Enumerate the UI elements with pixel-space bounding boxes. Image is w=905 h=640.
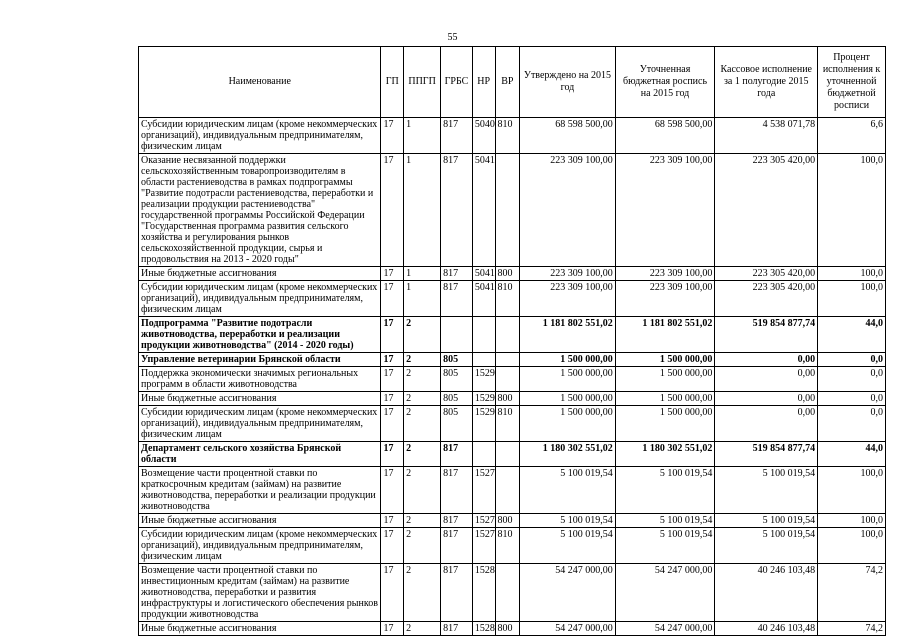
cell-grbs: 805 — [441, 406, 473, 442]
cell-ppgp: 2 — [404, 622, 441, 636]
cell-refined: 223 309 100,00 — [615, 281, 715, 317]
cell-name: Иные бюджетные ассигнования — [139, 622, 381, 636]
cell-approved: 1 500 000,00 — [520, 392, 616, 406]
cell-np — [472, 353, 495, 367]
cell-approved: 223 309 100,00 — [520, 154, 616, 267]
cell-grbs: 817 — [441, 467, 473, 514]
table-row — [139, 564, 886, 622]
cell-refined: 223 309 100,00 — [615, 154, 715, 267]
cell-refined: 68 598 500,00 — [615, 118, 715, 154]
cell-approved: 5 100 019,54 — [520, 467, 616, 514]
cell-np: 1527 — [472, 514, 495, 528]
cell-cash: 4 538 071,78 — [715, 118, 818, 154]
cell-gp: 17 — [381, 118, 404, 154]
cell-approved: 68 598 500,00 — [520, 118, 616, 154]
cell-grbs — [441, 317, 473, 353]
cell-refined: 1 181 802 551,02 — [615, 317, 715, 353]
table-row — [139, 353, 886, 367]
cell-gp: 17 — [381, 514, 404, 528]
cell-name: Иные бюджетные ассигнования — [139, 514, 381, 528]
cell-gp: 17 — [381, 317, 404, 353]
cell-approved: 54 247 000,00 — [520, 622, 616, 636]
cell-percent: 74,2 — [818, 622, 886, 636]
cell-gp: 17 — [381, 367, 404, 392]
cell-np: 5041 — [472, 281, 495, 317]
cell-refined: 223 309 100,00 — [615, 267, 715, 281]
header-grbs: ГРБС — [441, 47, 473, 118]
cell-np: 1528 — [472, 564, 495, 622]
table-row — [139, 367, 886, 392]
cell-vr — [495, 353, 520, 367]
cell-ppgp: 2 — [404, 528, 441, 564]
cell-name: Подпрограмма "Развитие подотрасли животноводства, переработки и реализации продукции животноводства" (2014 - 2020 годы) — [139, 317, 381, 353]
cell-percent: 44,0 — [818, 442, 886, 467]
cell-grbs: 817 — [441, 118, 473, 154]
cell-gp: 17 — [381, 564, 404, 622]
cell-name: Иные бюджетные ассигнования — [139, 392, 381, 406]
cell-refined: 5 100 019,54 — [615, 467, 715, 514]
cell-vr: 800 — [495, 392, 520, 406]
cell-ppgp: 1 — [404, 154, 441, 267]
header-np: НР — [472, 47, 495, 118]
table-row — [139, 406, 886, 442]
cell-grbs: 805 — [441, 353, 473, 367]
cell-grbs: 817 — [441, 442, 473, 467]
cell-vr — [495, 467, 520, 514]
cell-gp: 17 — [381, 442, 404, 467]
cell-ppgp: 2 — [404, 317, 441, 353]
table-row — [139, 267, 886, 281]
cell-vr: 800 — [495, 267, 520, 281]
table-row — [139, 281, 886, 317]
cell-refined: 5 100 019,54 — [615, 528, 715, 564]
cell-vr — [495, 564, 520, 622]
cell-np — [472, 442, 495, 467]
table-row — [139, 622, 886, 636]
cell-vr: 800 — [495, 514, 520, 528]
cell-cash: 40 246 103,48 — [715, 622, 818, 636]
cell-gp: 17 — [381, 622, 404, 636]
cell-gp: 17 — [381, 467, 404, 514]
cell-gp: 17 — [381, 353, 404, 367]
cell-np: 5041 — [472, 154, 495, 267]
cell-vr: 810 — [495, 528, 520, 564]
cell-cash: 223 305 420,00 — [715, 154, 818, 267]
cell-cash: 0,00 — [715, 367, 818, 392]
cell-cash: 5 100 019,54 — [715, 467, 818, 514]
cell-grbs: 817 — [441, 154, 473, 267]
cell-vr — [495, 442, 520, 467]
cell-percent: 0,0 — [818, 392, 886, 406]
cell-ppgp: 1 — [404, 118, 441, 154]
cell-ppgp: 2 — [404, 406, 441, 442]
cell-percent: 100,0 — [818, 514, 886, 528]
cell-approved: 1 500 000,00 — [520, 367, 616, 392]
table-row — [139, 528, 886, 564]
cell-ppgp: 1 — [404, 267, 441, 281]
cell-name: Возмещение части процентной ставки по инвестиционным кредитам (займам) на развитие животноводства, переработки и развития инфраструктуры и логистического обеспечения рынков продукции животноводства — [139, 564, 381, 622]
cell-ppgp: 2 — [404, 564, 441, 622]
cell-percent: 100,0 — [818, 467, 886, 514]
cell-name: Субсидии юридическим лицам (кроме некоммерческих организаций), индивидуальным предпринимателям, физическим лицам — [139, 528, 381, 564]
cell-percent: 0,0 — [818, 406, 886, 442]
cell-refined: 1 500 000,00 — [615, 406, 715, 442]
cell-np — [472, 317, 495, 353]
table-header-row — [139, 47, 886, 118]
cell-name: Субсидии юридическим лицам (кроме некоммерческих организаций), индивидуальным предпринимателям, физическим лицам — [139, 118, 381, 154]
cell-name: Субсидии юридическим лицам (кроме некоммерческих организаций), индивидуальным предпринимателям, физическим лицам — [139, 406, 381, 442]
cell-cash: 5 100 019,54 — [715, 514, 818, 528]
cell-gp: 17 — [381, 406, 404, 442]
cell-approved: 54 247 000,00 — [520, 564, 616, 622]
cell-cash: 0,00 — [715, 406, 818, 442]
table-row — [139, 442, 886, 467]
cell-grbs: 817 — [441, 564, 473, 622]
cell-refined: 54 247 000,00 — [615, 622, 715, 636]
cell-grbs: 817 — [441, 281, 473, 317]
cell-ppgp: 2 — [404, 392, 441, 406]
cell-np: 1527 — [472, 528, 495, 564]
cell-np: 1528 — [472, 622, 495, 636]
cell-percent: 100,0 — [818, 154, 886, 267]
header-approved: Утверждено на 2015 год — [520, 47, 616, 118]
cell-np: 1527 — [472, 467, 495, 514]
cell-percent: 100,0 — [818, 281, 886, 317]
cell-ppgp: 2 — [404, 353, 441, 367]
cell-np: 1529 — [472, 392, 495, 406]
cell-grbs: 817 — [441, 622, 473, 636]
cell-grbs: 805 — [441, 392, 473, 406]
cell-approved: 223 309 100,00 — [520, 267, 616, 281]
table-row — [139, 467, 886, 514]
cell-refined: 5 100 019,54 — [615, 514, 715, 528]
table-row — [139, 118, 886, 154]
cell-name: Департамент сельского хозяйства Брянской области — [139, 442, 381, 467]
cell-cash: 223 305 420,00 — [715, 267, 818, 281]
cell-refined: 1 500 000,00 — [615, 353, 715, 367]
cell-vr: 810 — [495, 281, 520, 317]
cell-vr: 810 — [495, 118, 520, 154]
cell-refined: 1 500 000,00 — [615, 392, 715, 406]
header-refined: Уточненная бюджетная роспись на 2015 год — [615, 47, 715, 118]
cell-cash: 223 305 420,00 — [715, 281, 818, 317]
cell-name: Управление ветеринарии Брянской области — [139, 353, 381, 367]
cell-grbs: 817 — [441, 528, 473, 564]
table-row — [139, 514, 886, 528]
cell-percent: 44,0 — [818, 317, 886, 353]
cell-ppgp: 1 — [404, 281, 441, 317]
cell-ppgp: 2 — [404, 442, 441, 467]
header-percent: Процент исполнения к уточненной бюджетной росписи — [818, 47, 886, 118]
cell-name: Иные бюджетные ассигнования — [139, 267, 381, 281]
cell-name: Поддержка экономически значимых региональных программ в области животноводства — [139, 367, 381, 392]
cell-percent: 0,0 — [818, 367, 886, 392]
cell-refined: 1 180 302 551,02 — [615, 442, 715, 467]
cell-approved: 5 100 019,54 — [520, 528, 616, 564]
cell-ppgp: 2 — [404, 514, 441, 528]
header-name: Наименование — [139, 47, 381, 118]
cell-approved: 1 181 802 551,02 — [520, 317, 616, 353]
cell-percent: 74,2 — [818, 564, 886, 622]
cell-refined: 1 500 000,00 — [615, 367, 715, 392]
cell-cash: 519 854 877,74 — [715, 317, 818, 353]
cell-cash: 519 854 877,74 — [715, 442, 818, 467]
cell-name: Оказание несвязанной поддержки сельскохозяйственным товаропроизводителям в области растениеводства в рамках подпрограммы "Развитие подотрасли растениеводства, переработки и реализации продукции растениеводства" государственной программы Российской Федерации "Государственная программа развития сельского хозяйства и регулирования рынков сельскохозяйственной продукции, сырья и продовольствия на 2013 - 2020 годы" — [139, 154, 381, 267]
header-gp: ГП — [381, 47, 404, 118]
cell-grbs: 817 — [441, 514, 473, 528]
table-row — [139, 392, 886, 406]
cell-percent: 100,0 — [818, 267, 886, 281]
cell-np: 5040 — [472, 118, 495, 154]
cell-gp: 17 — [381, 154, 404, 267]
cell-gp: 17 — [381, 267, 404, 281]
cell-vr — [495, 154, 520, 267]
cell-np: 5041 — [472, 267, 495, 281]
cell-np: 1529 — [472, 367, 495, 392]
cell-percent: 6,6 — [818, 118, 886, 154]
header-ppgp: ППГП — [404, 47, 441, 118]
table-row — [139, 317, 886, 353]
cell-grbs: 805 — [441, 367, 473, 392]
cell-refined: 54 247 000,00 — [615, 564, 715, 622]
page-number: 55 — [447, 32, 458, 43]
header-cash: Кассовое исполнение за 1 полугодие 2015 года — [715, 47, 818, 118]
cell-name: Возмещение части процентной ставки по краткосрочным кредитам (займам) на развитие животноводства, переработки и реализации продукции животноводства — [139, 467, 381, 514]
cell-approved: 1 500 000,00 — [520, 406, 616, 442]
cell-cash: 0,00 — [715, 392, 818, 406]
table-row — [139, 154, 886, 267]
cell-cash: 40 246 103,48 — [715, 564, 818, 622]
table-body — [139, 118, 886, 636]
cell-vr: 800 — [495, 622, 520, 636]
cell-percent: 0,0 — [818, 353, 886, 367]
cell-vr — [495, 317, 520, 353]
budget-table — [138, 46, 886, 636]
cell-ppgp: 2 — [404, 467, 441, 514]
cell-approved: 5 100 019,54 — [520, 514, 616, 528]
cell-cash: 5 100 019,54 — [715, 528, 818, 564]
cell-gp: 17 — [381, 528, 404, 564]
cell-grbs: 817 — [441, 267, 473, 281]
cell-gp: 17 — [381, 392, 404, 406]
cell-vr: 810 — [495, 406, 520, 442]
cell-approved: 223 309 100,00 — [520, 281, 616, 317]
header-vr: ВР — [495, 47, 520, 118]
cell-vr — [495, 367, 520, 392]
cell-gp: 17 — [381, 281, 404, 317]
cell-ppgp: 2 — [404, 367, 441, 392]
cell-percent: 100,0 — [818, 528, 886, 564]
cell-approved: 1 180 302 551,02 — [520, 442, 616, 467]
cell-cash: 0,00 — [715, 353, 818, 367]
cell-np: 1529 — [472, 406, 495, 442]
cell-approved: 1 500 000,00 — [520, 353, 616, 367]
cell-name: Субсидии юридическим лицам (кроме некоммерческих организаций), индивидуальным предпринимателям, физическим лицам — [139, 281, 381, 317]
